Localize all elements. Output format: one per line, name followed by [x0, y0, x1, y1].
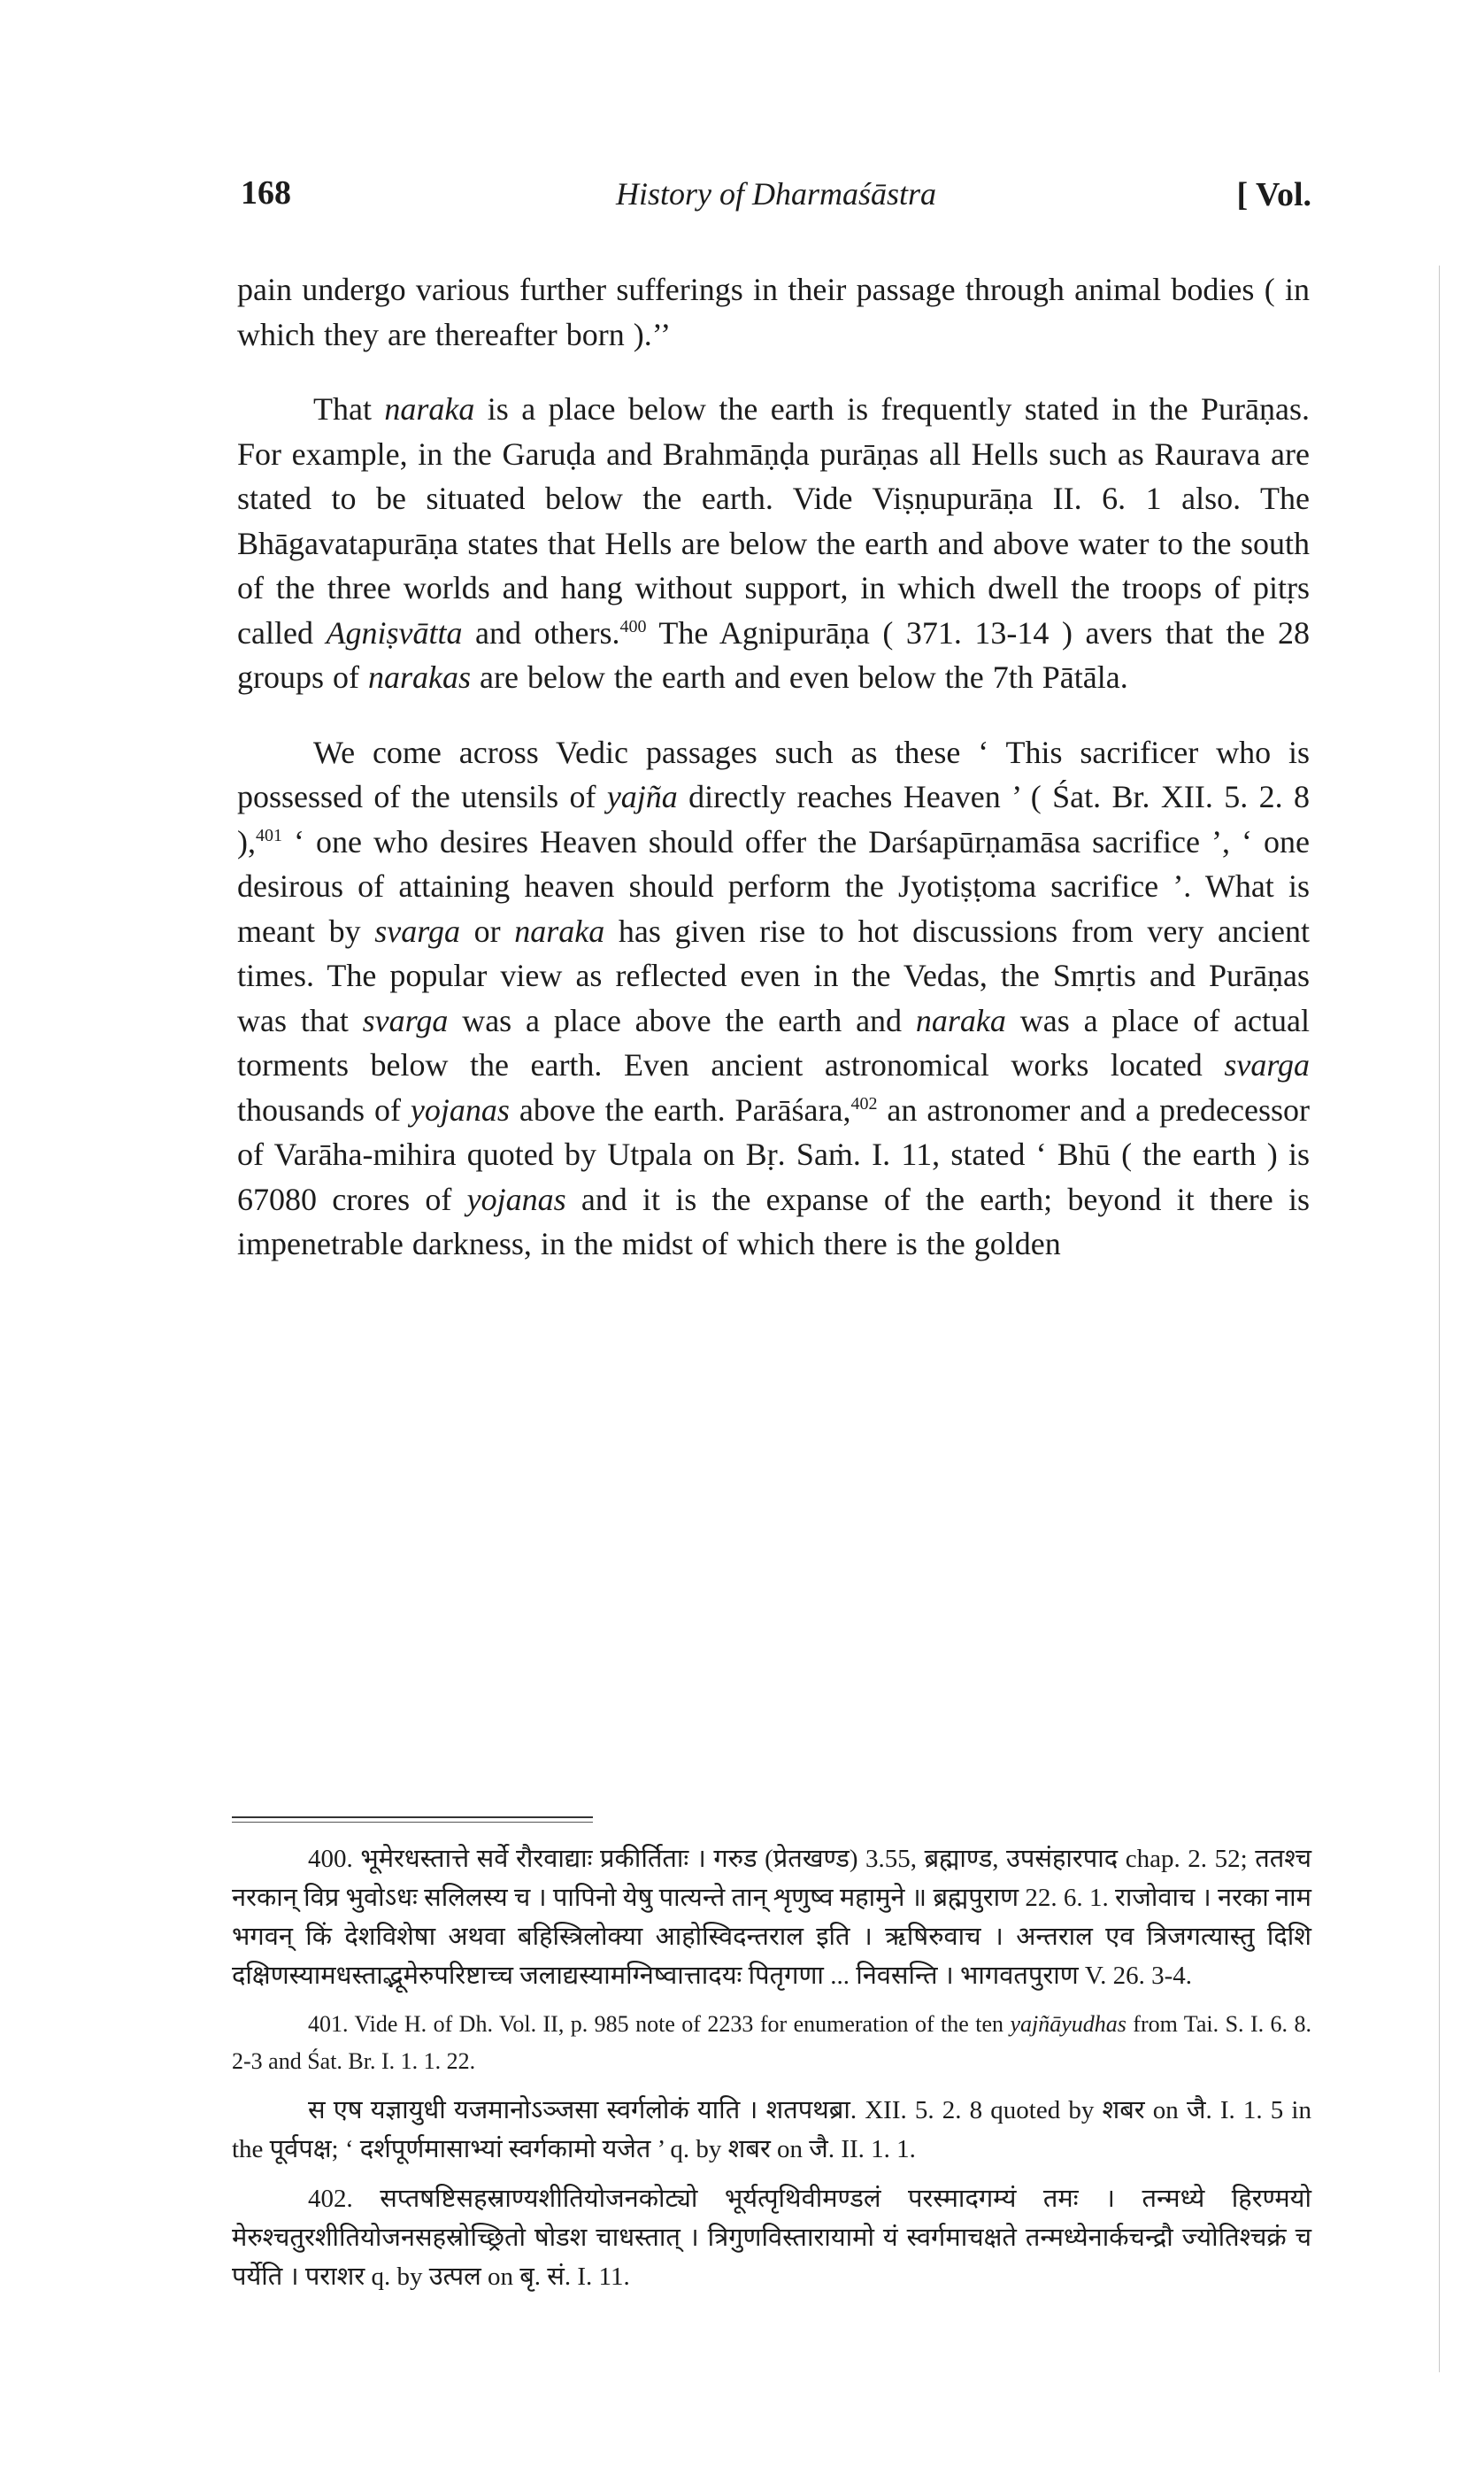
footnote-402: 402. सप्तषष्टिसहस्राण्यशीतियोजनकोट्यो भूर्यत्पृथिवीमण्डलं परस्मादगम्यं तमः । तन्मध्ये हिरण्मयो मेरुश्चतुरशीतियोजनसहस्रोच्छ्रितो षोडश चाधस्तात् । त्रिगुणविस्तारायामो यं स्वर्गमाचक्षते तन्मध्येनार्कचन्द्रौ ज्योतिश्चक्रं च पर्येति । पराशर q. by उत्पल on बृ. सं. I. 11.: [232, 2185, 1312, 2291]
paragraph-1: pain undergo various further sufferings in their passage through animal bodies ( in which they are thereafter born ).’’: [237, 272, 1310, 352]
main-text: [237, 267, 1310, 1267]
scan-margin-line: [1439, 266, 1440, 2372]
footnote-401: 401. Vide H. of Dh. Vol. II, p. 985 note of 2233 for enumeration of the ten yajñāyudhas from Tai. S. I. 6. 8. 2-3 and Śat. Br. I. 1. 1. 22.: [232, 2011, 1311, 2074]
paragraph-2: That naraka is a place below the earth is frequently stated in the Purāṇas. For example, in the Garuḍa and Brahmāṇḍa purāṇas all Hells such as Raurava are stated to be situated below the earth. Vide Viṣṇupurāṇa II. 6. 1 also. The Bhāgavatapurāṇa states that Hells are below the earth and above water to the south of the three worlds and hang without support, in which dwell the troops of pitṛs called Agniṣvātta and others.$^{400}$ The Agnipurāṇa ( 371. 13-14 ) avers that the 28 groups of narakas are below the earth and even below the 7th Pātāla.: [237, 391, 1310, 695]
footnote-401-continued: स एष यज्ञायुधी यजमानोऽञ्जसा स्वर्गलोकं याति । शतपथब्रा. XII. 5. 2. 8 quoted by शबर on जै. I. 1. 5 in the पूर्वपक्ष; ‘ दर्शपूर्णमासाभ्यां स्वर्गकामो यजेत ’ q. by शबर on जै. II. 1. 1.: [232, 2096, 1311, 2163]
footnote-400: 400. भूमेरधस्तात्ते सर्वे रौरवाद्याः प्रकीर्तिताः । गरुड (प्रेतखण्ड) 3.55, ब्रह्माण्ड, उपसंहारपाद chap. 2. 52; ततश्च नरकान् विप्र भुवोऽधः सलिलस्य च । पापिनो येषु पात्यन्ते तान् शृणुष्व महामुने ॥ ब्रह्मपुराण 22. 6. 1. राजोवाच । नरका नाम भगवन् किं देशविशेषा अथवा बहिस्त्रिलोक्या आहोस्विदन्तराल इति । ऋषिरुवाच । अन्तराल एव त्रिजगत्यास्तु दिशि दक्षिणस्यामधस्ताद्भूमेरुपरिष्टाच्च जलाद्यस्यामग्निष्वात्तादयः पितृगणा ... निवसन्ति । भागवतपुराण V. 26. 3-4.: [232, 1845, 1312, 1990]
page-header: [241, 173, 1311, 227]
footnote-ref-402[interactable]: 402: [850, 1093, 878, 1114]
running-title: History of Dharmaśāstra: [615, 176, 937, 212]
paragraph-3: We come across Vedic passages such as these ‘ This sacrificer who is possessed of the utensils of yajña directly reaches Heaven ’ ( Śat. Br. XII. 5. 2. 8 ),$^{401}$ ‘ one who desires Heaven should offer the Darśapūrṇamāsa sacrifice ’, ‘ one desirous of attaining heaven should perform the Jyotiṣṭoma sacrifice ’. What is meant by svarga or naraka has given rise to hot discussions from very ancient times. The popular view as reflected even in the Vedas, the Smṛtis and Purāṇas was that svarga was a place above the earth and naraka was a place of actual torments below the earth. Even ancient astronomical works located svarga thousands of yojanas above the earth. Parāśara,$^{402}$ an astronomer and a predecessor of Varāha-mihira quoted by Utpala on Bṛ. Saṁ. I. 11, stated ‘ Bhū ( the earth ) is 67080 crores of yojanas and it is the expanse of the earth; beyond it there is impenetrable darkness, in the midst of which there is the golden: [237, 734, 1311, 1261]
footnote-divider-secondary: [232, 1822, 593, 1823]
footnote-ref-400[interactable]: 400: [619, 616, 647, 636]
footnote-divider: [232, 1816, 593, 1818]
page-number: 168: [241, 174, 291, 212]
volume-label: [ Vol.: [1236, 176, 1311, 213]
footnote-ref-401[interactable]: 401: [256, 825, 282, 845]
footnotes: [232, 1839, 1311, 2307]
